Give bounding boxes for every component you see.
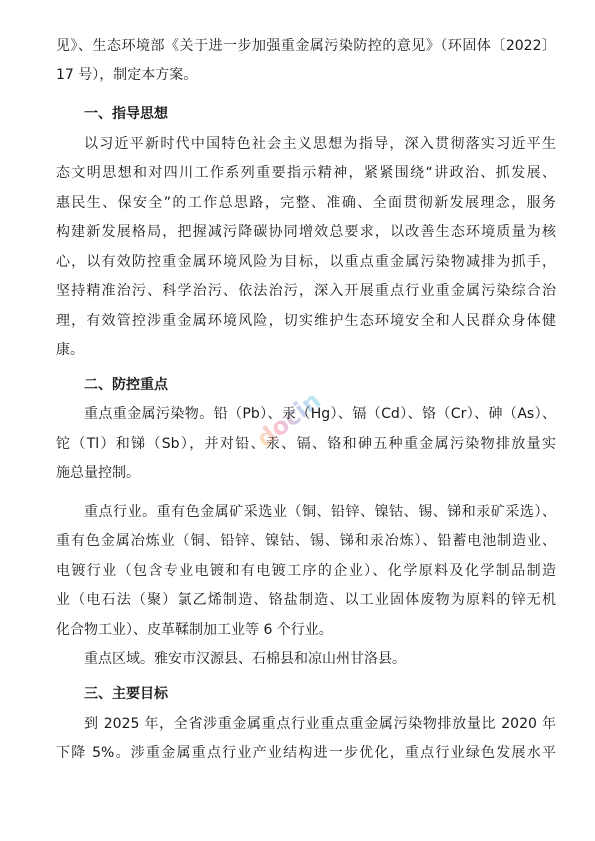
- paragraph-line: 康。: [56, 342, 84, 358]
- paragraph-line: 铊（Tl）和锑（Sb），并对铅、汞、镉、铬和砷五种重金属污染物排放量实: [56, 436, 556, 452]
- paragraph-line: 坚持精准治污、科学治污、依法治污，深入开展重点行业重金属污染综合治: [56, 283, 556, 299]
- paragraph-line: 心，以有效防控重金属环境风险为目标，以重点重金属污染物减排为抓手，: [56, 254, 556, 270]
- paragraph-line: 下降 5%。涉重金属重点行业产业结构进一步优化，重点行业绿色发展水平: [56, 745, 556, 761]
- section-heading: 一、指导思想: [84, 106, 168, 122]
- paragraph-line: 重点重金属污染物。铅（Pb）、汞（Hg）、镉（Cd）、铬（Cr）、砷（As）、: [84, 406, 556, 422]
- paragraph-line: 施总量控制。: [56, 465, 140, 481]
- paragraph-line: 理，有效管控涉重金属环境风险，切实维护生态环境安全和人民群众身体健: [56, 313, 556, 329]
- paragraph-line: 业（电石法（聚）氯乙烯制造、铬盐制造、以工业固体废物为原料的锌无机: [56, 592, 556, 608]
- paragraph-line: 化合物工业）、皮革鞣制加工业等 6 个行业。: [56, 622, 333, 638]
- paragraph-line: 以习近平新时代中国特色社会主义思想为指导，深入贯彻落实习近平生: [84, 136, 556, 152]
- paragraph-line: 17 号），制定本方案。: [56, 67, 198, 83]
- paragraph-line: 态文明思想和对四川工作系列重要指示精神，紧紧围绕“讲政治、抓发展、: [56, 165, 556, 181]
- paragraph-line: 到 2025 年，全省涉重金属重点行业重点重金属污染物排放量比 2020 年: [84, 716, 556, 732]
- watermark-text: docin: [251, 386, 327, 454]
- paragraph-line: 重点行业。重有色金属矿采选业（铜、铅锌、镍钴、锡、锑和汞矿采选）、: [84, 504, 556, 520]
- paragraph-line: 电镀行业（包含专业电镀和有电镀工序的企业）、化学原料及化学制品制造: [56, 563, 556, 579]
- section-heading: 三、主要目标: [84, 686, 168, 702]
- paragraph-line: 重点区域。雅安市汉源县、石棉县和凉山州甘洛县。: [84, 651, 406, 667]
- paragraph-line: 重有色金属冶炼业（铜、铅锌、镍钴、锡、锑和汞冶炼）、铅蓄电池制造业、: [56, 533, 556, 549]
- paragraph-line: 惠民生、保安全”的工作总思路，完整、准确、全面贯彻新发展理念，服务: [56, 195, 556, 211]
- paragraph-line: 见》、生态环境部《关于进一步加强重金属污染防控的意见》（环固体〔2022〕: [56, 38, 556, 54]
- paragraph-line: 构建新发展格局，把握减污降碳协同增效总要求，以改善生态环境质量为核: [56, 224, 556, 240]
- section-heading: 二、防控重点: [84, 377, 168, 393]
